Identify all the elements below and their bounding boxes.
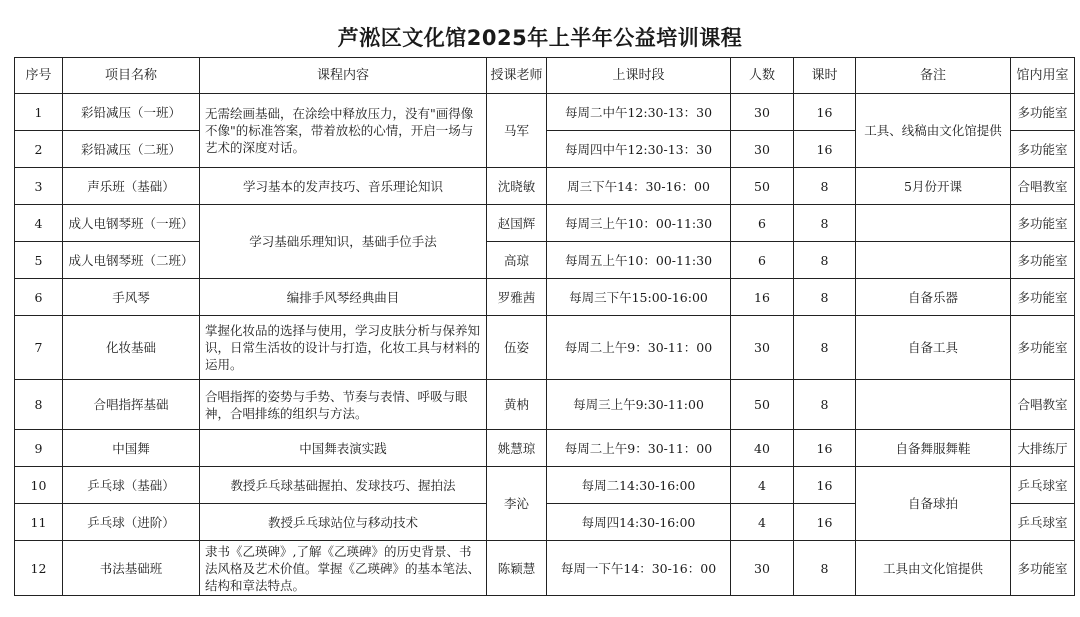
course-table xyxy=(14,57,1075,596)
table-row xyxy=(15,242,1075,279)
cell-room: 多功能室 xyxy=(1011,205,1075,242)
cell-teacher: 李沁 xyxy=(487,467,547,541)
cell-hours: 16 xyxy=(794,504,856,541)
cell-teacher: 罗雅茜 xyxy=(487,279,547,316)
cell-name: 中国舞 xyxy=(63,430,200,467)
cell-note: 自备工具 xyxy=(856,316,1011,380)
header-count: 人数 xyxy=(731,58,794,94)
cell-no: 10 xyxy=(15,467,63,504)
cell-content: 学习基础乐理知识，基础手位手法 xyxy=(200,205,487,279)
cell-teacher: 沈晓敏 xyxy=(487,168,547,205)
cell-note: 自备球拍 xyxy=(856,467,1011,541)
table-row xyxy=(15,168,1075,205)
cell-time: 每周四中午12:30-13：30 xyxy=(547,131,731,168)
header-room: 馆内用室 xyxy=(1011,58,1075,94)
cell-no: 1 xyxy=(15,94,63,131)
cell-room: 大排练厅 xyxy=(1011,430,1075,467)
header-teacher: 授课老师 xyxy=(487,58,547,94)
table-row xyxy=(15,430,1075,467)
cell-content: 学习基本的发声技巧、音乐理论知识 xyxy=(200,168,487,205)
header-time: 上课时段 xyxy=(547,58,731,94)
cell-hours: 8 xyxy=(794,380,856,430)
cell-time: 周三下午14：30-16：00 xyxy=(547,168,731,205)
cell-note: 5月份开课 xyxy=(856,168,1011,205)
cell-room: 多功能室 xyxy=(1011,279,1075,316)
cell-no: 5 xyxy=(15,242,63,279)
header-name: 项目名称 xyxy=(63,58,200,94)
cell-no: 2 xyxy=(15,131,63,168)
cell-teacher: 陈颖慧 xyxy=(487,541,547,596)
cell-name: 合唱指挥基础 xyxy=(63,380,200,430)
cell-content: 中国舞表演实践 xyxy=(200,430,487,467)
header-content: 课程内容 xyxy=(200,58,487,94)
cell-note: 自备乐器 xyxy=(856,279,1011,316)
cell-hours: 16 xyxy=(794,467,856,504)
cell-count: 30 xyxy=(731,94,794,131)
cell-teacher: 高琼 xyxy=(487,242,547,279)
cell-content: 编排手风琴经典曲目 xyxy=(200,279,487,316)
cell-count: 4 xyxy=(731,504,794,541)
cell-time: 每周二14:30-16:00 xyxy=(547,467,731,504)
cell-no: 7 xyxy=(15,316,63,380)
cell-name: 彩铅减压（一班） xyxy=(63,94,200,131)
cell-no: 11 xyxy=(15,504,63,541)
cell-count: 30 xyxy=(731,541,794,596)
cell-no: 8 xyxy=(15,380,63,430)
cell-content: 隶书《乙瑛碑》,了解《乙瑛碑》的历史背景、书法风格及艺术价值。掌握《乙瑛碑》的基本笔法、结构和章法特点。 xyxy=(200,541,487,596)
cell-name: 手风琴 xyxy=(63,279,200,316)
table-row xyxy=(15,316,1075,380)
cell-teacher: 马军 xyxy=(487,94,547,168)
cell-content: 教授乒乓球站位与移动技术 xyxy=(200,504,487,541)
cell-note xyxy=(856,205,1011,242)
cell-no: 4 xyxy=(15,205,63,242)
table-row xyxy=(15,94,1075,131)
cell-teacher: 姚慧琼 xyxy=(487,430,547,467)
table-row xyxy=(15,205,1075,242)
cell-hours: 16 xyxy=(794,131,856,168)
cell-name: 乒乓球（基础） xyxy=(63,467,200,504)
cell-content: 合唱指挥的姿势与手势、节奏与表情、呼吸与眼神，合唱排练的组织与方法。 xyxy=(200,380,487,430)
cell-hours: 16 xyxy=(794,94,856,131)
cell-room: 多功能室 xyxy=(1011,541,1075,596)
cell-name: 化妆基础 xyxy=(63,316,200,380)
table-row xyxy=(15,467,1075,504)
cell-teacher: 伍姿 xyxy=(487,316,547,380)
table-row xyxy=(15,279,1075,316)
cell-room: 多功能室 xyxy=(1011,316,1075,380)
cell-name: 成人电钢琴班（二班） xyxy=(63,242,200,279)
cell-room: 多功能室 xyxy=(1011,242,1075,279)
cell-time: 每周五上午10：00-11:30 xyxy=(547,242,731,279)
cell-room: 合唱教室 xyxy=(1011,380,1075,430)
cell-time: 每周二上午9：30-11：00 xyxy=(547,430,731,467)
cell-note: 工具、线稿由文化馆提供 xyxy=(856,94,1011,168)
cell-note xyxy=(856,380,1011,430)
cell-time: 每周三下午15:00-16:00 xyxy=(547,279,731,316)
cell-hours: 8 xyxy=(794,541,856,596)
cell-count: 40 xyxy=(731,430,794,467)
cell-count: 30 xyxy=(731,131,794,168)
cell-name: 成人电钢琴班（一班） xyxy=(63,205,200,242)
cell-count: 16 xyxy=(731,279,794,316)
cell-time: 每周三上午9:30-11:00 xyxy=(547,380,731,430)
cell-teacher: 黄枘 xyxy=(487,380,547,430)
cell-room: 乒乓球室 xyxy=(1011,504,1075,541)
cell-hours: 8 xyxy=(794,205,856,242)
cell-no: 3 xyxy=(15,168,63,205)
cell-no: 6 xyxy=(15,279,63,316)
header-row xyxy=(15,58,1075,94)
cell-count: 4 xyxy=(731,467,794,504)
page-title: 芦淞区文化馆2025年上半年公益培训课程 xyxy=(337,26,743,50)
table-row xyxy=(15,541,1075,596)
cell-hours: 16 xyxy=(794,430,856,467)
cell-count: 6 xyxy=(731,205,794,242)
cell-time: 每周一下午14：30-16：00 xyxy=(547,541,731,596)
cell-no: 12 xyxy=(15,541,63,596)
cell-note: 自备舞服舞鞋 xyxy=(856,430,1011,467)
cell-room: 多功能室 xyxy=(1011,131,1075,168)
cell-time: 每周四14:30-16:00 xyxy=(547,504,731,541)
cell-content: 掌握化妆品的选择与使用，学习皮肤分析与保养知识，日常生活妆的设计与打造，化妆工具与材料的运用。 xyxy=(200,316,487,380)
cell-room: 乒乓球室 xyxy=(1011,467,1075,504)
cell-time: 每周三上午10：00-11:30 xyxy=(547,205,731,242)
cell-hours: 8 xyxy=(794,279,856,316)
cell-name: 乒乓球（进阶） xyxy=(63,504,200,541)
cell-name: 声乐班（基础） xyxy=(63,168,200,205)
cell-count: 50 xyxy=(731,168,794,205)
cell-hours: 8 xyxy=(794,168,856,205)
cell-room: 合唱教室 xyxy=(1011,168,1075,205)
cell-content: 教授乒乓球基础握拍、发球技巧、握拍法 xyxy=(200,467,487,504)
cell-name: 书法基础班 xyxy=(63,541,200,596)
header-hours: 课时 xyxy=(794,58,856,94)
header-note: 备注 xyxy=(856,58,1011,94)
cell-teacher: 赵国辉 xyxy=(487,205,547,242)
table-row xyxy=(15,380,1075,430)
cell-hours: 8 xyxy=(794,316,856,380)
cell-time: 每周二中午12:30-13：30 xyxy=(547,94,731,131)
header-no: 序号 xyxy=(15,58,63,94)
cell-hours: 8 xyxy=(794,242,856,279)
cell-count: 50 xyxy=(731,380,794,430)
cell-name: 彩铅减压（二班） xyxy=(63,131,200,168)
cell-content: 无需绘画基础，在涂绘中释放压力，没有"画得像不像"的标准答案，带着放松的心情，开启一场与艺术的深度对话。 xyxy=(200,94,487,168)
cell-count: 6 xyxy=(731,242,794,279)
cell-note: 工具由文化馆提供 xyxy=(856,541,1011,596)
cell-room: 多功能室 xyxy=(1011,94,1075,131)
cell-count: 30 xyxy=(731,316,794,380)
cell-time: 每周二上午9：30-11：00 xyxy=(547,316,731,380)
cell-note xyxy=(856,242,1011,279)
cell-no: 9 xyxy=(15,430,63,467)
